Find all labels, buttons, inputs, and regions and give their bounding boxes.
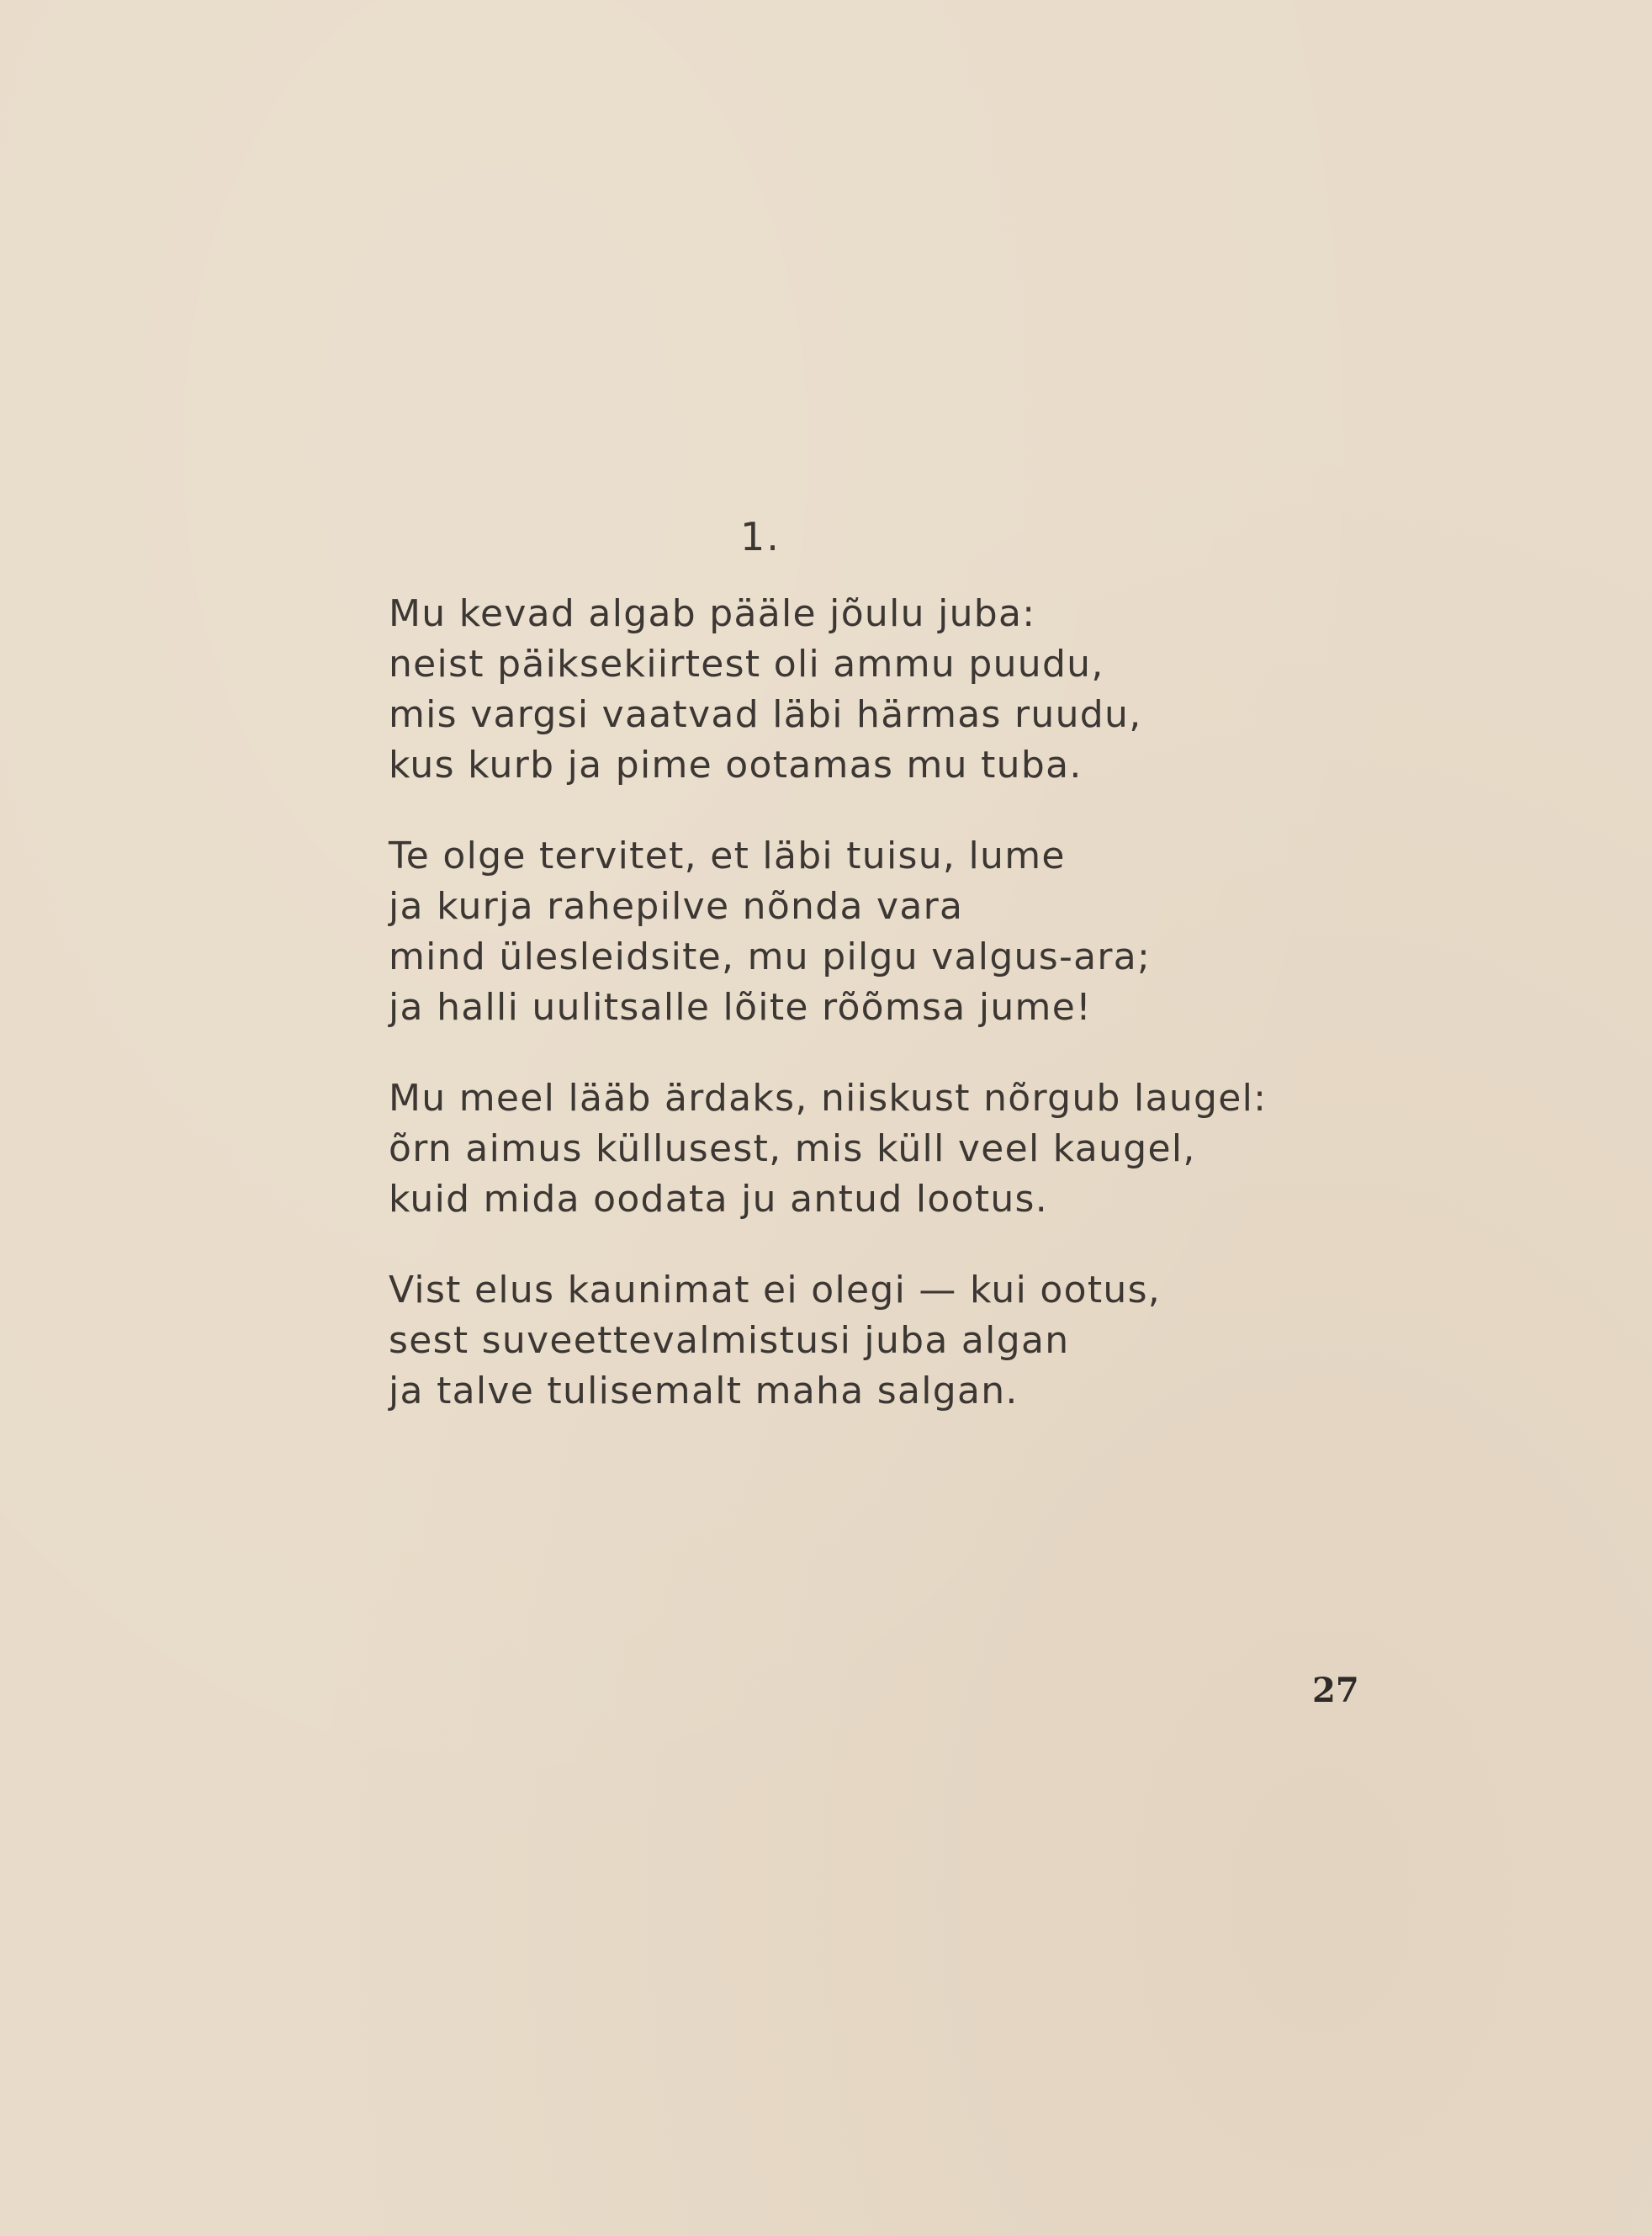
poem-body bbox=[389, 589, 1314, 1457]
poem-line: Mu meel lääb ärdaks, niiskust nõrgub laugel: bbox=[389, 1077, 1268, 1120]
stanza-2 bbox=[389, 831, 1314, 1033]
page-number: 27 bbox=[1312, 1671, 1359, 1710]
poem-line: õrn aimus küllusest, mis küll veel kaugel, bbox=[389, 1127, 1196, 1170]
poem-line: kuid mida oodata ju antud lootus. bbox=[389, 1178, 1049, 1221]
poem-line: Te olge tervitet, et läbi tuisu, lume bbox=[389, 835, 1066, 877]
poem-line: Vist elus kaunimat ei olegi — kui ootus, bbox=[389, 1269, 1162, 1311]
poem-line: neist päiksekiirtest oli ammu puudu, bbox=[389, 643, 1104, 686]
stanza-1 bbox=[389, 589, 1314, 791]
stanza-4 bbox=[389, 1265, 1314, 1417]
poem-line: mind ülesleidsite, mu pilgu valgus-ara; bbox=[389, 935, 1152, 978]
poem-line: kus kurb ja pime ootamas mu tuba. bbox=[389, 744, 1083, 787]
poem-line: Mu kevad algab pääle jõulu juba: bbox=[389, 592, 1036, 635]
poem-line: ja talve tulisemalt maha salgan. bbox=[389, 1370, 1019, 1412]
poem-line: sest suveettevalmistusi juba algan bbox=[389, 1319, 1070, 1362]
stanza-3 bbox=[389, 1073, 1314, 1225]
poem-line: ja kurja rahepilve nõnda vara bbox=[389, 885, 964, 928]
poem-line: ja halli uulitsalle lõite rõõmsa jume! bbox=[389, 986, 1093, 1029]
poem-line: mis vargsi vaatvad läbi härmas ruudu, bbox=[389, 693, 1142, 736]
poem-number: 1. bbox=[740, 514, 781, 559]
